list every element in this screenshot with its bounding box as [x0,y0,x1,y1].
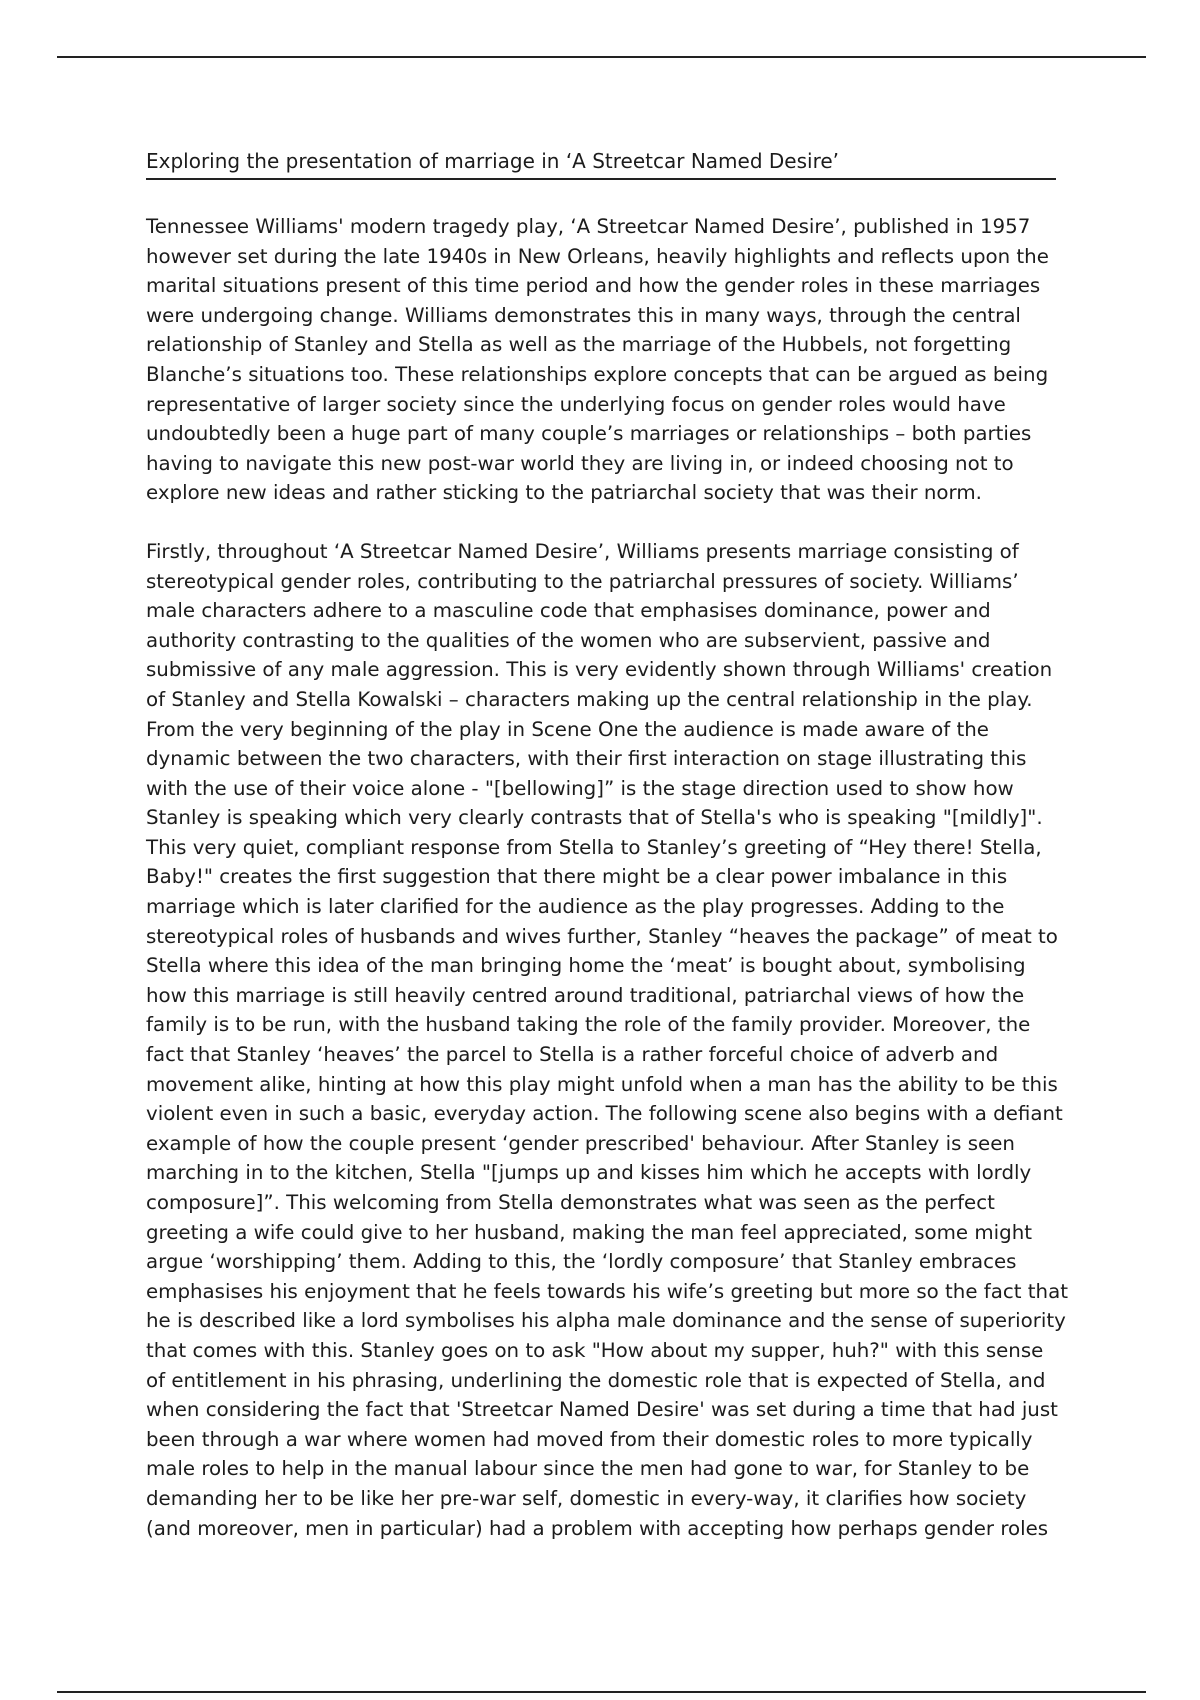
text-line: undoubtedly been a huge part of many couple’s marriages or relationships – both parties [146,422,1032,446]
text-line: Tennessee Williams' modern tragedy play, ‘A Streetcar Named Desire’, published in 1957 [146,215,1031,238]
text-line: male characters adhere to a masculine code that emphasises dominance, power and [146,599,991,623]
text-line: composure]”. This welcoming from Stella demonstrates what was seen as the perfect [146,1191,995,1214]
text-line: stereotypical roles of husbands and wives further, Stanley “heaves the package” of meat to [146,924,1058,948]
text-line: argue ‘worshipping’ them. Adding to this, the ‘lordly composure’ that Stanley embraces [146,1250,1017,1274]
text-line: This very quiet, compliant response from Stella to Stanley’s greeting of “Hey there! Stella, [146,835,1042,859]
text-line: he is described like a lord symbolises his alpha male dominance and the sense of superiority [146,1309,1066,1333]
text-line: Firstly, throughout ‘A Streetcar Named Desire’, Williams presents marriage consisting of [146,539,1019,563]
text-line: Stella where this idea of the man bringing home the ‘meat’ is bought about, symbolising [146,954,1026,978]
text-line: marital situations present of this time period and how the gender roles in these marriages [146,274,1041,298]
text-line: example of how the couple present ‘gender prescribed' behaviour. After Stanley is seen [146,1131,1015,1155]
body-paragraph [146,212,1056,508]
text-line: (and moreover, men in particular) had a problem with accepting how perhaps gender roles [146,1516,1049,1540]
document-body [146,146,1068,1572]
paragraph-container [146,212,1068,1543]
text-line: that comes with this. Stanley goes on to ask "How about my supper, huh?" with this sense [146,1338,1044,1362]
text-line: male roles to help in the manual labour since the men had gone to war, for Stanley to be [146,1457,1030,1481]
text-line: how this marriage is still heavily centred around traditional, patriarchal views of how the [146,983,1025,1007]
text-line: of Stanley and Stella Kowalski – characters making up the central relationship in the play. [146,687,1033,711]
text-line: movement alike, hinting at how this play might unfold when a man has the ability to be this [146,1072,1058,1096]
header-rule [57,56,1146,58]
text-line: relationship of Stanley and Stella as well as the marriage of the Hubbels, not forgetting [146,333,1012,357]
text-line: submissive of any male aggression. This is very evidently shown through Williams' creation [146,658,1053,682]
text-line: From the very beginning of the play in Scene One the audience is made aware of the [146,717,989,741]
text-line: of entitlement in his phrasing, underlining the domestic role that is expected of Stella, and [146,1368,1046,1392]
text-line: when considering the fact that 'Streetcar Named Desire' was set during a time that had just [146,1398,1058,1422]
text-line: dynamic between the two characters, with their first interaction on stage illustrating this [146,747,1027,771]
text-line: marriage which is later clarified for the audience as the play progresses. Adding to the [146,895,1005,919]
text-line: stereotypical gender roles, contributing to the patriarchal pressures of society. Williams’ [146,569,1019,593]
text-line: representative of larger society since the underlying focus on gender roles would have [146,392,1006,416]
text-line: family is to be run, with the husband taking the role of the family provider. Moreover, the [146,1013,1031,1037]
text-line: greeting a wife could give to her husband, making the man feel appreciated, some might [146,1220,1032,1244]
text-line: demanding her to be like her pre-war self, domestic in every-way, it clarifies how society [146,1486,1027,1510]
body-paragraph [146,537,1068,1543]
text-line: Baby!" creates the first suggestion that there might be a clear power imbalance in this [146,865,1008,889]
text-line: marching in to the kitchen, Stella "[jumps up and kisses him which he accepts with lordly [146,1161,1032,1185]
text-line: been through a war where women had moved from their domestic roles to more typically [146,1427,1033,1451]
text-line: emphasises his enjoyment that he feels towards his wife’s greeting but more so the fact that [146,1279,1068,1303]
footer-rule [57,1691,1146,1693]
text-line: fact that Stanley ‘heaves’ the parcel to Stella is a rather forceful choice of adverb and [146,1043,999,1067]
text-line: violent even in such a basic, everyday action. The following scene also begins with a defiant [146,1102,1063,1126]
text-line: explore new ideas and rather sticking to the patriarchal society that was their norm. [146,481,982,505]
text-line: with the use of their voice alone - "[bellowing]” is the stage direction used to show how [146,776,1014,800]
document-title: Exploring the presentation of marriage in ‘A Streetcar Named Desire’ [146,146,1056,180]
text-line: Blanche’s situations too. These relationships explore concepts that can be argued as being [146,362,1049,386]
text-line: having to navigate this new post-war world they are living in, or indeed choosing not to [146,451,1014,475]
text-line: authority contrasting to the qualities of the women who are subservient, passive and [146,628,991,652]
text-line: Stanley is speaking which very clearly contrasts that of Stella's who is speaking "[mildly]". [146,806,1043,830]
text-line: however set during the late 1940s in New Orleans, heavily highlights and reflects upon the [146,244,1049,268]
text-line: were undergoing change. Williams demonstrates this in many ways, through the central [146,303,1021,327]
